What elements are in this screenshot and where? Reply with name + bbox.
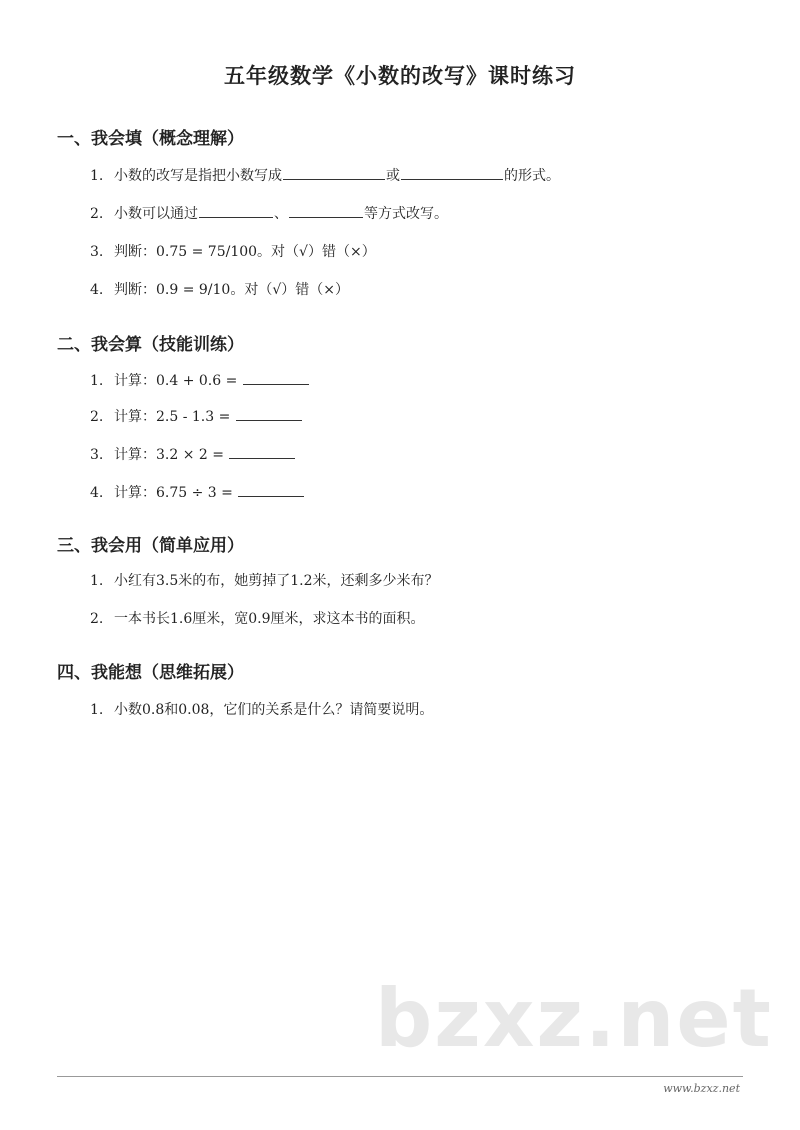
answer-blank[interactable] [236,406,302,421]
question-text-part: 小数可以通过 [114,206,198,222]
watermark-logo: bzxz.net [375,972,773,1065]
answer-blank[interactable] [199,203,273,218]
question-text: 小数0.8和0.08，它们的关系是什么？请简要说明。 [114,702,434,718]
question-number: 1. [90,373,104,389]
question-number: 4. [90,282,104,298]
section-heading-think: 四、我能想（思维拓展） [57,663,244,683]
question-number: 2. [90,611,104,627]
footer-url: www.bzxz.net [663,1082,740,1095]
question-number: 4. [90,485,104,501]
question-fill-2 [90,203,448,223]
question-number: 1. [90,168,104,184]
question-text-part: 等方式改写。 [364,206,448,222]
question-text: 判断：0.9 = 9/10。对（√）错（×） [114,282,349,298]
question-text-part: 的形式。 [504,168,560,184]
section-heading-apply: 三、我会用（简单应用） [57,536,244,556]
footer-divider [57,1076,743,1077]
question-fill-1 [90,165,560,185]
question-text: 小红有3.5米的布，她剪掉了1.2米，还剩多少米布？ [114,573,439,589]
question-number: 3. [90,244,104,260]
question-apply-1 [90,570,439,590]
answer-blank[interactable] [229,444,295,459]
section-heading-fill: 一、我会填（概念理解） [57,129,244,149]
question-text-part: 或 [386,168,400,184]
question-text: 计算：3.2 × 2 = [114,447,224,463]
question-text: 计算：6.75 ÷ 3 = [114,485,233,501]
question-text: 计算：2.5 - 1.3 = [114,409,231,425]
question-fill-4 [90,279,349,299]
answer-blank[interactable] [243,370,309,385]
question-think-1 [90,699,433,719]
page-title: 五年级数学《小数的改写》课时练习 [224,63,576,88]
question-calc-2 [90,406,303,426]
answer-blank[interactable] [238,482,304,497]
question-apply-2 [90,608,425,628]
question-number: 1. [90,573,104,589]
answer-blank[interactable] [401,165,503,180]
question-calc-4 [90,482,305,502]
question-number: 2. [90,409,104,425]
question-fill-3 [90,241,376,261]
answer-blank[interactable] [283,165,385,180]
question-text-part: 、 [274,206,288,222]
section-heading-calc: 二、我会算（技能训练） [57,335,244,355]
question-number: 1. [90,702,104,718]
question-text-part: 小数的改写是指把小数写成 [114,168,282,184]
question-number: 3. [90,447,104,463]
question-text: 一本书长1.6厘米，宽0.9厘米，求这本书的面积。 [114,611,425,627]
question-text: 计算：0.4 + 0.6 = [114,373,238,389]
question-number: 2. [90,206,104,222]
question-text: 判断：0.75 = 75/100。对（√）错（×） [114,244,376,260]
question-calc-3 [90,444,296,464]
question-calc-1 [90,370,310,390]
answer-blank[interactable] [289,203,363,218]
